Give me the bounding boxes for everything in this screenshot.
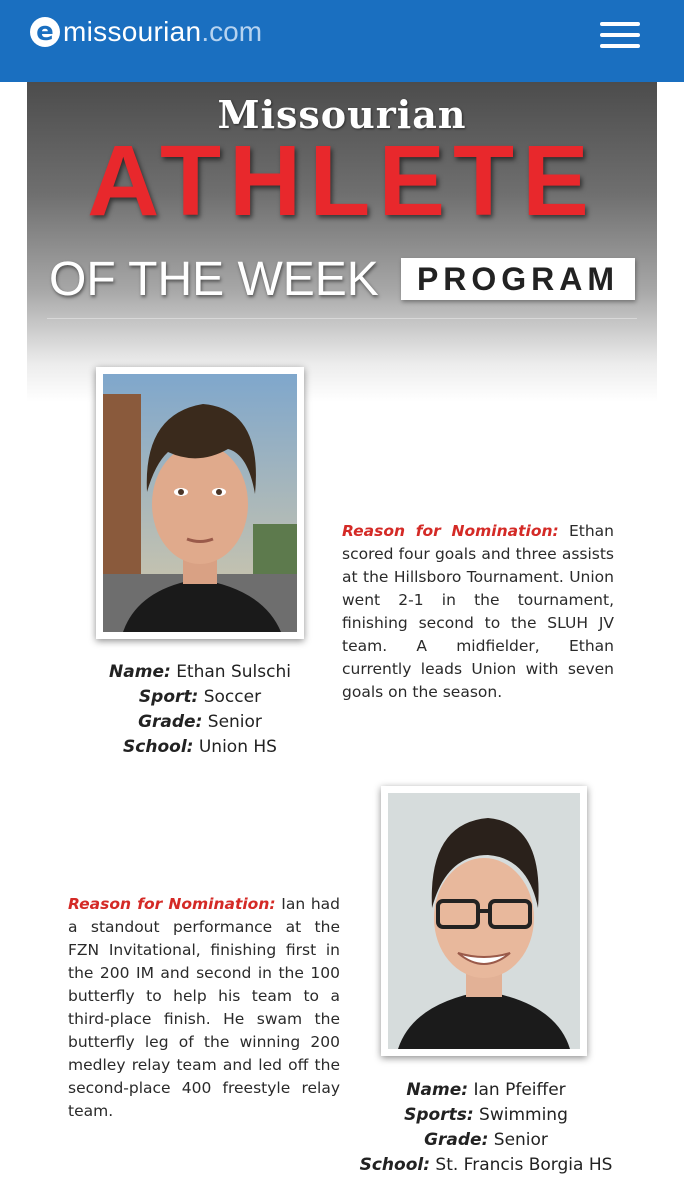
- athlete-info: [80, 660, 320, 760]
- name-label: Name:: [406, 1080, 469, 1100]
- sport-row: [80, 685, 320, 710]
- grade-label: Grade:: [138, 712, 203, 732]
- grade-row: [350, 1128, 622, 1153]
- logo-e-icon: e: [30, 17, 60, 47]
- school-label: School:: [359, 1155, 431, 1175]
- grade-label: Grade:: [424, 1130, 489, 1150]
- site-header: [0, 0, 684, 82]
- menu-line: [600, 22, 640, 26]
- name-label: Name:: [109, 662, 171, 682]
- reason-text: Ethan scored four goals and three assists at the Hillsboro Tournament. Union went 2-1 in the tournament, finishing second to the SLUH JV team. A midfielder, Ethan currently leads Union with seven goals on the season.: [342, 522, 614, 701]
- athlete-photo: [388, 793, 580, 1049]
- athlete-grade: Senior: [493, 1130, 548, 1150]
- school-label: School:: [123, 737, 194, 757]
- banner-masthead: Missourian: [217, 92, 467, 137]
- athlete-photo-frame: [96, 367, 304, 639]
- menu-line: [600, 44, 640, 48]
- school-row: [350, 1153, 622, 1178]
- athlete-sport: Swimming: [479, 1105, 568, 1125]
- athlete-sport: Soccer: [203, 687, 262, 707]
- athlete-photo-frame: [381, 786, 587, 1056]
- athlete-school: Union HS: [198, 737, 277, 757]
- sport-label: Sports:: [404, 1105, 474, 1125]
- nomination-reason: [342, 520, 614, 704]
- reason-label: Reason for Nomination:: [342, 522, 559, 540]
- athlete-info: [350, 1078, 622, 1178]
- banner-divider: [47, 318, 637, 319]
- banner-program-badge: [401, 258, 635, 300]
- athlete-of-week-banner: [27, 82, 657, 402]
- hamburger-menu-icon[interactable]: [600, 22, 642, 50]
- grade-row: [80, 710, 320, 735]
- athlete-name: Ian Pfeiffer: [473, 1080, 566, 1100]
- logo-tld: .com: [201, 16, 263, 47]
- banner-program-label: PROGRAM: [416, 261, 620, 297]
- reason-text: Ian had a standout performance at the FZN Invitational, finishing first in the 200 IM and second in the 100 butterfly to help his team to a third-place finish. He swam the butterfly leg of the winning 200 medley relay team and led off the second-place 400 freestyle relay team.: [68, 895, 341, 1120]
- banner-athlete-title: ATHLETE: [87, 125, 597, 237]
- banner-of-the-week: OF THE WEEK: [49, 253, 379, 306]
- sport-row: [350, 1103, 622, 1128]
- athlete-photo: [103, 374, 297, 632]
- sport-label: Sport:: [138, 687, 199, 707]
- name-row: [80, 660, 320, 685]
- reason-label: Reason for Nomination:: [68, 895, 276, 913]
- athlete-grade: Senior: [207, 712, 262, 732]
- athlete-name: Ethan Sulschi: [176, 662, 291, 682]
- athlete-school: St. Francis Borgia HS: [435, 1155, 613, 1175]
- banner-subtitle-row: [49, 252, 649, 308]
- site-logo[interactable]: [30, 14, 262, 50]
- menu-line: [600, 33, 640, 37]
- nomination-reason: [68, 893, 340, 1123]
- logo-name: missourian: [63, 16, 202, 47]
- school-row: [80, 735, 320, 760]
- name-row: [350, 1078, 622, 1103]
